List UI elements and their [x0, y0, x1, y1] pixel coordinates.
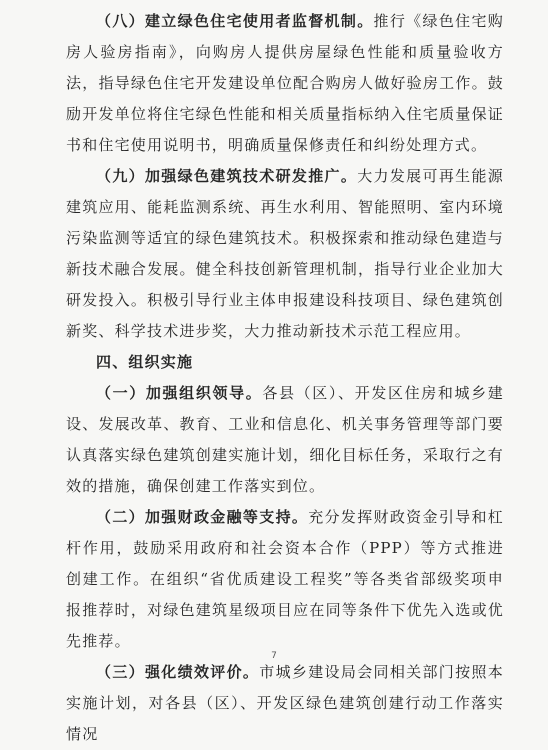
section-lead: （二）加强财政金融等支持。 [96, 508, 309, 526]
section-body: 推行《绿色住宅购房人验房指南》，向购房人提供房屋绿色性能和质量验收方法，指导绿色住宅开发建设单位配合购房人做好验房工作。鼓励开发单位将住宅绿色性能和相关质量指标纳入住宅质量保证书和住宅使用说明书，明确质量保修责任和纠纷处理方式。 [66, 12, 504, 154]
section-green-housing-supervision [66, 6, 504, 161]
section-body: 充分发挥财政资金引导和杠杆作用，鼓励采用政府和社会资本合作（PPP）等方式推进创建工作。在组织“省优质建设工程奖”等各类省部级奖项申报推荐时，对绿色建筑星级项目应在同等条件下优先入选或优先推荐。 [66, 508, 504, 650]
section-leadership [66, 378, 504, 502]
section-body: 市城乡建设局会同相关部门按照本实施计划，对各县（区）、开发区绿色建筑创建行动工作落实情况 [66, 663, 504, 743]
section-lead: （三）强化绩效评价。 [96, 663, 260, 681]
page-number: 7 [271, 651, 277, 661]
section-lead: （一）加强组织领导。 [96, 384, 263, 402]
section-performance-evaluation [66, 657, 504, 750]
section-body: 大力发展可再生能源建筑应用、能耗监测系统、再生水利用、智能照明、室内环境污染监测等适宜的绿色建筑技术。积极探索和推动绿色建造与新技术融合发展。健全科技创新管理机制，指导行业企业加大研发投入。积极引导行业主体申报建设科技项目、绿色建筑创新奖、科学技术进步奖，大力推动新技术示范工程应用。 [66, 167, 504, 340]
section-tech-promotion [66, 161, 504, 347]
section-financial-support [66, 502, 504, 657]
section-lead: （九）加强绿色建筑技术研发推广。 [96, 167, 358, 185]
section-lead: （八）建立绿色住宅使用者监督机制。 [96, 12, 374, 30]
section-heading-organization: 四、组织实施 [96, 353, 194, 371]
section-body: 各县（区）、开发区住房和城乡建设、发展改革、教育、工业和信息化、机关事务管理等部门要认真落实绿色建筑创建实施计划，细化目标任务，采取行之有效的措施，确保创建工作落实到位。 [66, 384, 504, 495]
